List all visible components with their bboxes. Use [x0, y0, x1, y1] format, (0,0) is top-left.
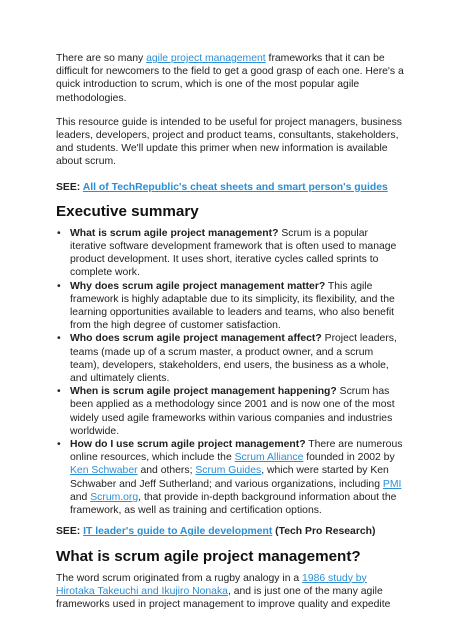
bullet-icon: • [57, 439, 61, 451]
see-label: SEE: [56, 181, 83, 193]
question: Why does scrum agile project management matter? [70, 280, 326, 292]
question: What is scrum agile project management? [70, 227, 279, 239]
intro-text: frameworks that it can be difficult for newcomers to the field to get a good grasp of each one. Here's a quick introduction to scrum, which is one of the most popular agile methodologies. [56, 53, 404, 104]
answer: Scrum has been applied as a methodology since 2001 and is now one of the most widely used agile frameworks within various companies and industries worldwide. [70, 386, 395, 437]
answer: This agile framework is highly adaptable due to its simplicity, its flexibility, and the learning opportunities available to leaders and teams, who also benefit from the high degree of customer satisfaction. [70, 280, 395, 332]
see-label: SEE: [56, 526, 84, 538]
document-page [56, 52, 404, 611]
list-item [56, 227, 404, 280]
intro-paragraph-2: This resource guide is intended to be useful for project managers, business leaders, developers, project and product teams, consultants, stakeholders, and students. We'll update this primer when new information is available about scrum. [56, 116, 402, 168]
bullet-icon: • [57, 227, 61, 239]
question: How do I use scrum agile project management? [70, 439, 306, 451]
bullet-icon: • [57, 386, 61, 398]
scrum-guides-link[interactable]: Scrum Guides [195, 465, 262, 477]
answer: , that provide in-depth background information about the framework, as well as training and certification options. [70, 491, 397, 517]
study-link[interactable]: 1986 study by Hirotaka Takeuchi and Ikujiro Nonaka [56, 572, 367, 597]
section-heading: What is scrum agile project management? [56, 547, 361, 565]
list-item [56, 385, 404, 438]
intro-text: There are so many [56, 53, 147, 64]
see-it-leaders-guide [56, 525, 404, 538]
agile-development-guide-link[interactable]: IT leader's guide to Agile development [83, 526, 273, 538]
list-item [56, 438, 404, 517]
cheat-sheets-link[interactable]: All of TechRepublic's cheat sheets and smart person's guides [82, 181, 388, 193]
section-text: The word scrum originated from a rugby analogy in a [56, 572, 303, 584]
answer: founded in 2002 by [303, 452, 395, 464]
pmi-link[interactable]: PMI [382, 478, 402, 490]
ken-schwaber-link[interactable]: Ken Schwaber [70, 465, 138, 477]
answer: There are numerous online resources, which include the [70, 439, 403, 464]
scrum-org-link[interactable]: Scrum.org [90, 491, 139, 503]
source-label: (Tech Pro Research) [272, 526, 376, 538]
bullet-icon: • [57, 333, 61, 345]
agile-pm-link[interactable]: agile project management [146, 53, 266, 64]
see-cheat-sheets [56, 181, 404, 194]
answer: Scrum is a popular iterative software development framework that is often used to manage product development. It uses short, iterative cycles called sprints to complete work. [70, 227, 397, 279]
list-item [56, 280, 404, 333]
answer: and [70, 491, 91, 503]
section-text: , and is just one of the many agile frameworks used in project management to improve quality and expedite [56, 585, 391, 610]
executive-summary-heading: Executive summary [56, 202, 199, 220]
bullet-icon: • [57, 280, 61, 292]
intro-paragraph-1 [56, 52, 404, 105]
question: Who does scrum agile project management affect? [70, 333, 322, 345]
answer: Project leaders, teams (made up of a scrum master, a product owner, and a scrum team), developers, stakeholders, end users, the business as a whole, and ultimately clients. [70, 333, 397, 385]
summary-list [56, 227, 404, 517]
scrum-alliance-link[interactable]: Scrum Alliance [234, 452, 304, 464]
section-paragraph [56, 572, 404, 612]
question: When is scrum agile project management happening? [70, 386, 337, 398]
answer: and others; [137, 465, 196, 477]
list-item [56, 332, 404, 385]
answer: , which were started by Ken Schwaber and Jeff Sutherland; and various organizations, including [70, 465, 389, 490]
